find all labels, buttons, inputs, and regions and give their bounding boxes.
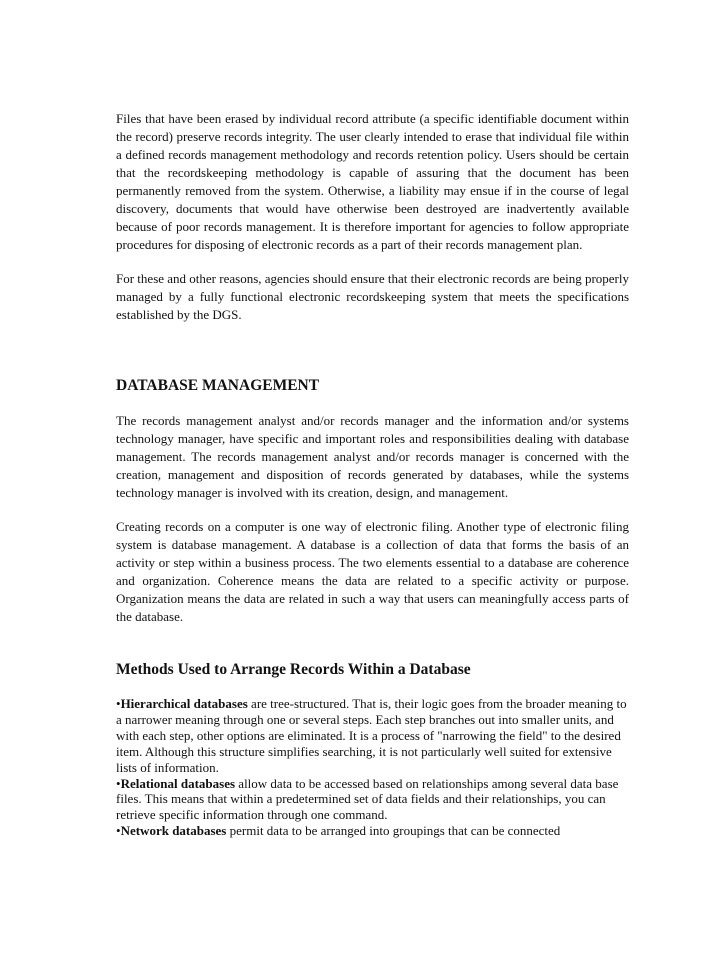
bullet-marker: • xyxy=(116,775,121,791)
bullet-marker: • xyxy=(116,823,121,839)
database-paragraph-1: The records management analyst and/or records manager and the information and/or systems technology manager, have specific and important roles and responsibilities dealing with database management. The records management analyst and/or records manager is concerned with the creation, management and disposition of records generated by databases, while the systems technology manager is involved with its creation, design, and management. xyxy=(116,413,629,500)
list-item xyxy=(116,776,629,824)
section-spacer xyxy=(116,324,629,376)
list-item-term: Network databases xyxy=(120,823,227,839)
section-heading-database-management: DATABASE MANAGEMENT xyxy=(116,377,320,394)
list-item-text: are tree-structured. That is, their logic goes from the broader meaning to a narrower meaning through one or several steps. Each step branches out into smaller units, and with each step, other options are eliminated. It is a process of "narrowing the field" to the desired item. Although this structure simplifies searching, it is not particularly well suited for extensive lists of information. xyxy=(116,696,627,775)
methods-list xyxy=(116,696,629,839)
list-item xyxy=(116,823,629,839)
heading-spacer xyxy=(116,396,629,412)
list-item xyxy=(116,696,629,776)
list-item-term: Hierarchical databases xyxy=(120,696,248,711)
intro-paragraph-2: For these and other reasons, agencies should ensure that their electronic records are being properly managed by a fully functional electronic recordskeeping system that meets the specifications established by the DGS. xyxy=(116,271,629,322)
database-paragraph-2: Creating records on a computer is one way of electronic filing. Another type of electronic filing system is database management. A database is a collection of data that forms the basis of an activity or step within a business process. The two elements essential to a database are coherence and organization. Coherence means the data are related to a specific activity or purpose. Organization means the data are related in such a way that users can meaningfully access parts of the database. xyxy=(116,519,629,624)
document-page xyxy=(116,110,629,839)
section-heading-methods: Methods Used to Arrange Records Within a Database xyxy=(116,661,471,678)
paragraph-spacer xyxy=(116,502,629,518)
heading-spacer xyxy=(116,680,629,696)
paragraph-spacer xyxy=(116,254,629,270)
list-item-text: permit data to be arranged into groupings that can be connected xyxy=(226,823,561,839)
intro-paragraph-1: Files that have been erased by individual record attribute (a specific identifiable document within the record) preserve records integrity. The user clearly intended to erase that individual file within a defined records management methodology and records retention policy. Users should be certain that the recordskeeping methodology is capable of assuring that the document has been permanently removed from the system. Otherwise, a liability may ensue if in the course of legal discovery, documents that would have otherwise been destroyed are inadvertently available because of poor records management. It is therefore important for agencies to follow appropriate procedures for disposing of electronic records as a part of their records management plan. xyxy=(116,111,629,252)
list-item-term: Relational databases xyxy=(120,775,236,791)
bullet-marker: • xyxy=(116,696,121,711)
section-spacer xyxy=(116,626,629,660)
list-item-text: allow data to be accessed based on relationships among several data base files. This means that within a predetermined set of data fields and their relationships, you can retrieve specific information through one command. xyxy=(116,775,619,823)
